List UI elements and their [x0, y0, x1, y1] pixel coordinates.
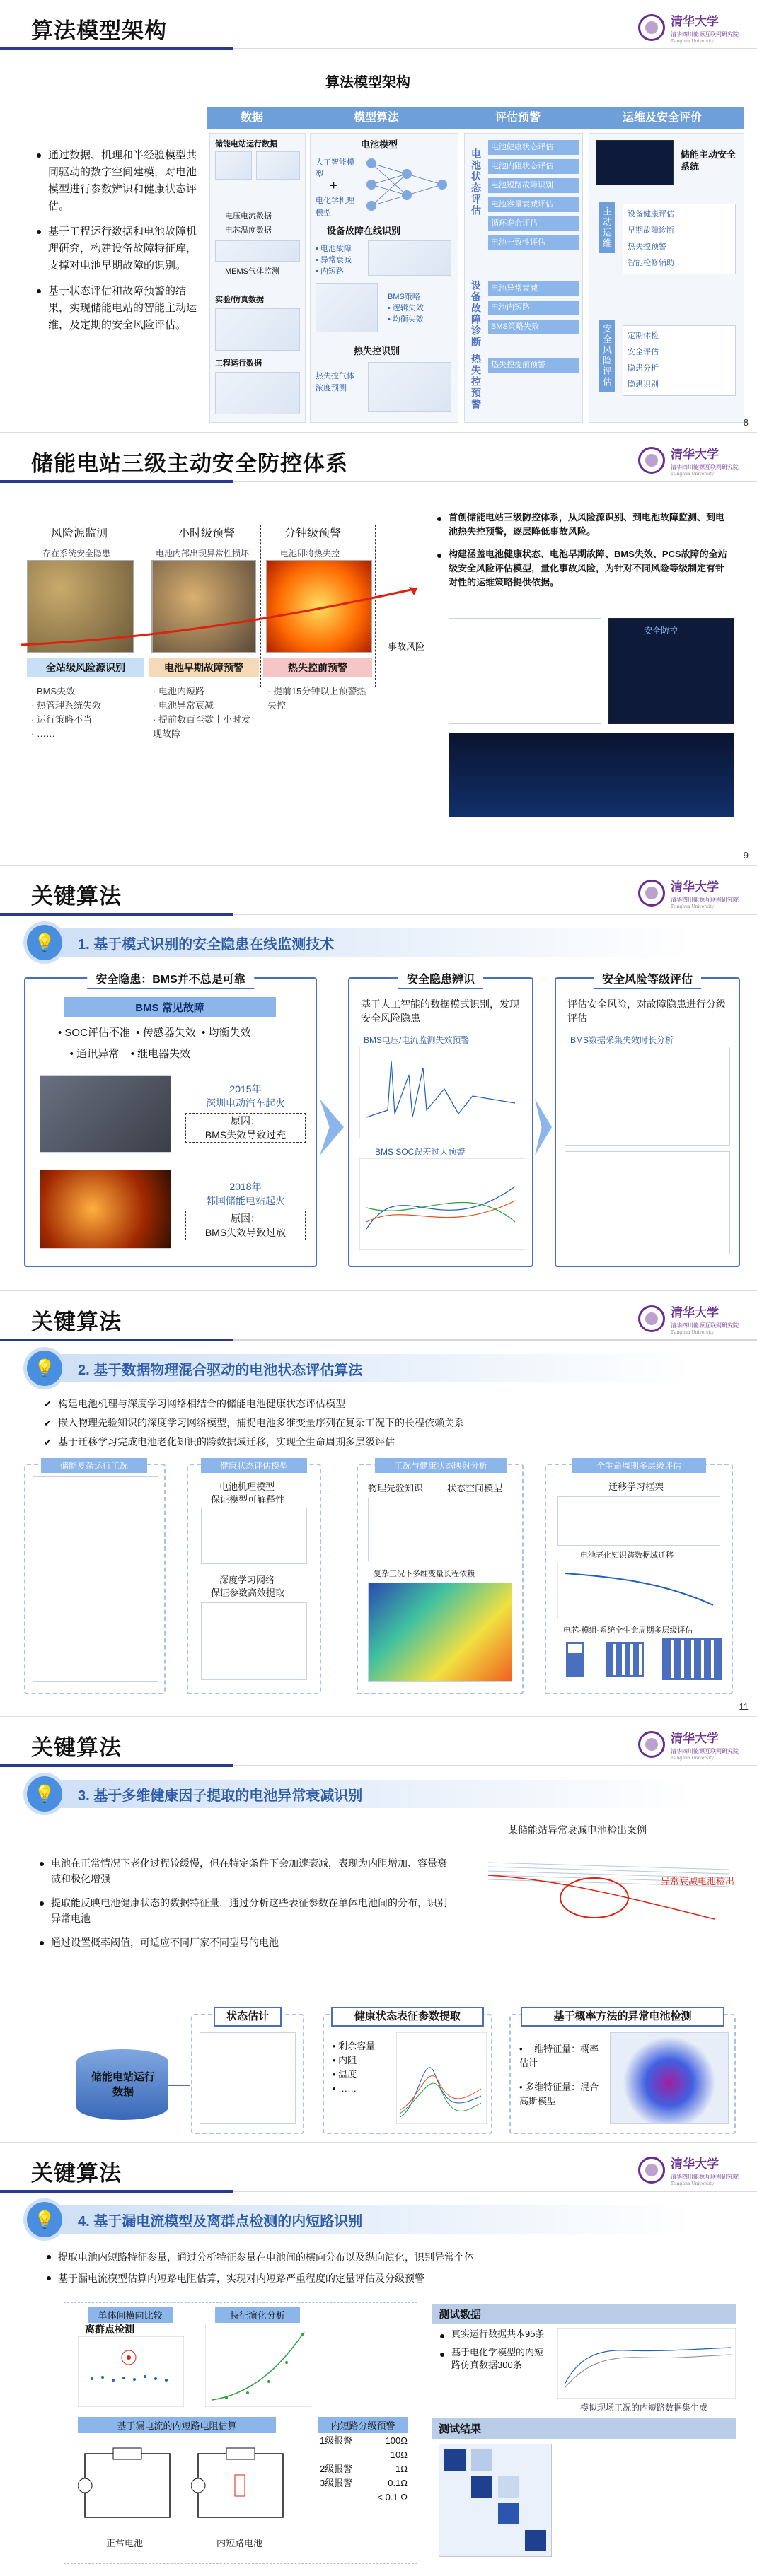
grade-tab: 内短路分级预警	[318, 2417, 408, 2433]
tsinghua-logo	[638, 444, 739, 477]
grade-ohm: 1Ω	[395, 2464, 408, 2474]
data-item-station: 储能电站运行数据	[215, 140, 277, 148]
p3-state: 状态空间模型	[447, 1483, 503, 1493]
dataset-caption: 模拟现场工况的内短路数据集生成	[580, 2403, 708, 2413]
eval-item: 电池健康状态评估	[488, 140, 579, 155]
logo-en: Tsinghua University	[671, 904, 714, 909]
banner-text: 1. 基于模式识别的安全隐患在线监测技术	[57, 928, 693, 957]
slide-title: 关键算法	[31, 2161, 122, 2186]
feature-item: • 温度	[333, 2069, 357, 2080]
data-item-experiment: 实验/仿真数据	[215, 296, 265, 304]
eval-item: 电池容量衰减评估	[488, 197, 579, 212]
step-tab: 健康状态表征参数提取	[331, 2007, 484, 2027]
bullet-item: 电池在正常情况下老化过程较缓慢，但在特定条件下会加速衰减，表现为内阻增加、容量衰减和极化增强	[38, 1855, 456, 1887]
p2-mech: 电池机理模型	[219, 1481, 275, 1492]
risk-label: 事故风险	[388, 641, 425, 652]
fire-photo-2018	[40, 1170, 171, 1249]
data-chart-thumb	[215, 372, 300, 414]
title-underline	[0, 481, 757, 482]
fault-item: • 电池故障	[316, 245, 352, 253]
logo-sub: 清华四川能源互联网研究院	[671, 31, 739, 37]
col-header-eval: 评估预警	[495, 112, 541, 124]
case-reason-label: 原因：	[231, 1115, 260, 1126]
ops-item: 隐患分析	[628, 364, 659, 373]
outlier-label: 离群点检测	[85, 2324, 134, 2335]
voltage-fail-chart	[359, 1047, 526, 1138]
case-reason: BMS失效导致过充	[204, 1129, 287, 1141]
title-underline	[0, 2191, 757, 2192]
l2-item: · 提前数百至数十小时发现故障	[153, 714, 250, 739]
level-header-2: 小时级预警	[178, 528, 236, 540]
section-banner	[27, 1352, 693, 1385]
ops-item: 早期故障诊断	[628, 226, 674, 235]
thermal-item: 热失控气体浓度预测	[316, 372, 354, 392]
bms-item: • 均衡失效	[388, 315, 424, 324]
test-list	[439, 2328, 552, 2380]
data-item-temp: 电芯温度数据	[225, 226, 272, 235]
box-title: 安全隐患：BMS并不总是可靠	[87, 969, 254, 989]
grade-row	[320, 2448, 408, 2462]
risk-desc: 评估安全风险，对故障隐患进行分级评估	[567, 998, 726, 1024]
feature-item: • 剩余容量	[333, 2041, 376, 2051]
eval-item: 电池异常衰减	[488, 281, 579, 296]
bms-item: • 逻辑失效	[388, 304, 424, 313]
test-item: 真实运行数据共本95条	[439, 2328, 552, 2341]
tsinghua-seal-icon	[638, 447, 665, 474]
l3-list	[267, 684, 374, 713]
logo-name: 清华大学	[671, 880, 719, 894]
model-battery-label: 电池模型	[361, 139, 398, 150]
case-event: 韩国储能电站起火	[206, 1195, 285, 1206]
fault-item: • 通讯异常	[69, 1048, 120, 1060]
q2-tab: 特征演化分析	[215, 2307, 300, 2323]
slide-three-level	[0, 433, 757, 866]
col-header-ops: 运维及安全评价	[623, 112, 703, 124]
data-chart-thumb	[215, 151, 252, 180]
bms-fault-list	[58, 1022, 291, 1065]
panel-tab: 健康状态评估模型	[201, 1458, 307, 1473]
battery-icon	[566, 1642, 584, 1677]
box-title: 安全风险等级评估	[594, 969, 701, 989]
surface-thumb	[368, 1583, 512, 1682]
tsinghua-seal-icon	[638, 14, 665, 41]
lightbulb-icon: 💡	[27, 2202, 62, 2237]
step-tab: 基于概率方法的异常电池检测	[521, 2007, 724, 2027]
slide-header	[0, 1291, 757, 1345]
logo-en: Tsinghua University	[671, 1330, 714, 1335]
fault-item: • 继电器失效	[130, 1048, 191, 1060]
isc-circuit-diagram	[191, 2440, 290, 2531]
bullet-item: 基于工程运行数据和电池故障机理研究，构建设备故障特征库，支撑对电池早期故障的识别。	[35, 223, 205, 274]
ops-item: 安全评估	[628, 348, 659, 356]
banner-text: 4. 基于漏电流模型及离群点检测的内短路识别	[57, 2205, 693, 2234]
chart-caption: BMS SOC误差过大预警	[375, 1147, 466, 1157]
ops-screen-thumb	[596, 140, 674, 185]
title-underline	[0, 1339, 757, 1341]
tsinghua-seal-icon	[638, 2157, 665, 2184]
grade-row	[320, 2490, 408, 2505]
grid-thumb	[368, 1498, 512, 1561]
logo-en: Tsinghua University	[671, 472, 714, 477]
l1-item: · 热管理系统失效	[31, 700, 101, 711]
grade-level: 1级报警	[320, 2435, 353, 2446]
eval-item: 电池短路故障识别	[488, 178, 579, 193]
slide-algo-4	[0, 2143, 757, 2576]
page-number: 11	[739, 1701, 749, 1712]
page-number: 9	[743, 850, 749, 861]
slide-title: 关键算法	[31, 1735, 122, 1760]
q3-tab: 基于漏电流的内短路电阻估算	[78, 2417, 276, 2433]
dashboard-thumb	[449, 733, 734, 817]
three-level-bullets	[436, 511, 733, 598]
surface-chart-thumb	[565, 1151, 730, 1254]
section-banner	[27, 2203, 693, 2236]
bullet-item: 首创储能电站三级防控体系，从风险源识别、到电池故障监测、到电池热失控预警，逐层降低事故风险。	[436, 511, 733, 539]
detect-item: • 多维特征量：混合高斯模型	[519, 2082, 599, 2106]
tsinghua-logo	[638, 11, 739, 44]
grade-row	[320, 2476, 408, 2490]
aging-curve-chart	[557, 1563, 720, 1619]
page-number: 8	[743, 417, 749, 428]
grade-ohm: < 0.1 Ω	[377, 2492, 408, 2502]
eval-item: 电池内短路	[488, 301, 579, 315]
algo4-bullets	[45, 2249, 724, 2295]
flow-line	[168, 2085, 190, 2086]
level-name-2: 电池早期故障预警	[149, 658, 259, 677]
l1-item: · ……	[31, 728, 55, 739]
bullet-item: 基于漏电流模型估算内短路电阻估算，实现对内短路严重程度的定量评估及分级预警	[45, 2270, 724, 2287]
tsinghua-seal-icon	[638, 1305, 665, 1332]
ops-item: 智能检修辅助	[628, 259, 674, 267]
transfer-thumb	[557, 1496, 720, 1546]
level-name-3: 热失控前预警	[263, 658, 372, 677]
panel-tab: 工况与健康状态映射分析	[375, 1458, 507, 1473]
chart-caption: BMS数据采集失效时长分析	[570, 1035, 674, 1045]
data-chart-thumb	[215, 240, 300, 262]
module-icon	[606, 1642, 644, 1677]
thermal-chart-thumb	[368, 362, 451, 412]
step-tab: 状态估计	[214, 2007, 282, 2027]
logo-sub: 清华四川能源互联网研究院	[671, 1748, 739, 1754]
normal-circuit-diagram	[78, 2440, 177, 2531]
check-item: ✔ 基于迁移学习完成电池老化知识的跨数据域迁移，实现全生命周期多层级评估	[42, 1433, 722, 1452]
case-label: 异常衰减电池检出	[661, 1876, 735, 1887]
evolution-chart	[205, 2324, 311, 2407]
bullet-item: 构建涵盖电池健康状态、电池早期故障、BMS失效、PCS故障的全站级安全风险评估模型，量化事故风险，为针对不同风险等级制定有针对性的运维策略提供依据。	[436, 547, 733, 590]
logo-name: 清华大学	[671, 1732, 719, 1746]
neural-net-icon	[361, 153, 453, 216]
bullet-item: 通过数据、机理和半经验模型共同驱动的数字空间建模，对电池模型进行参数辨识和健康状态评估。	[35, 147, 205, 215]
logo-sub: 清华四川能源互联网研究院	[671, 464, 739, 470]
slide-title: 关键算法	[31, 1310, 122, 1334]
slide-header	[0, 0, 757, 54]
feature-list	[333, 2039, 375, 2096]
p3-prior: 物理先验知识	[368, 1483, 424, 1493]
level-header-1: 风险源监测	[51, 528, 108, 540]
bullet-item: 基于状态评估和故障预警的结果，实现储能电站的智能主动运维，及定期的安全风险评估。	[35, 283, 205, 334]
ops-item: 热失控预警	[628, 243, 666, 251]
risk-curve	[21, 560, 446, 666]
tsinghua-logo	[638, 1302, 739, 1335]
ops-list-2	[623, 325, 736, 396]
flow-arrow-icon	[320, 1099, 344, 1155]
slide-title: 算法模型架构	[31, 18, 167, 43]
case-reason-box	[185, 1211, 306, 1240]
case-decay-chart	[488, 1841, 729, 1933]
grade-ohm: 100Ω	[385, 2435, 408, 2446]
feature-curve-chart	[396, 2032, 487, 2124]
fault-item: • 传感器失效	[136, 1027, 196, 1039]
title-underline	[0, 48, 757, 49]
logo-name: 清华大学	[671, 1306, 719, 1320]
isc-battery-label: 内短路电池	[216, 2538, 263, 2548]
fault-item: • 均衡失效	[202, 1027, 251, 1039]
slide-title: 储能电站三级主动安全防控体系	[31, 451, 348, 476]
level-header-3: 分钟级预警	[284, 528, 342, 540]
l3-item: · 提前15分钟以上预警热失控	[267, 686, 366, 711]
eval-item: 电池一致性评估	[488, 235, 579, 250]
fault-item: • 异常衰减	[316, 256, 352, 264]
tsinghua-logo	[638, 2154, 739, 2186]
ops-side-maint: 主动运维	[599, 202, 615, 253]
col-header-model: 模型算法	[354, 112, 400, 124]
eval-list-1	[488, 140, 579, 255]
test-title: 测试数据	[432, 2304, 736, 2324]
bullet-item: 通过设置概率阈值，可适应不同厂家不同型号的电池	[38, 1935, 456, 1950]
eval-item: 循环寿命评估	[488, 216, 579, 231]
logo-en: Tsinghua University	[671, 2181, 714, 2186]
ops-title: 储能主动安全系统	[681, 149, 736, 172]
logo-sub: 清华四川能源互联网研究院	[671, 1322, 739, 1329]
circuit-thumb	[201, 1508, 307, 1564]
flow-arrow-icon	[535, 1099, 552, 1155]
eval-list-2	[488, 281, 579, 339]
p4-transfer: 迁移学习框架	[608, 1481, 664, 1492]
network-thumb	[201, 1602, 307, 1680]
logo-en: Tsinghua University	[671, 39, 714, 44]
model-thermal-label: 热失控识别	[354, 346, 400, 356]
lightbulb-icon: 💡	[27, 1351, 62, 1386]
case-event: 深圳电动汽车起火	[206, 1097, 285, 1109]
model-ai-label: 人工智能模型	[316, 158, 354, 179]
slide-architecture	[0, 0, 757, 433]
eval-side-thermal: 热失控预警	[470, 354, 482, 410]
case-reason-box	[185, 1113, 306, 1143]
p3-dep: 复杂工况下多维变量长程依赖	[374, 1570, 475, 1578]
panel-tab: 全生命周期多层级评估	[572, 1458, 706, 1473]
test-item: 基于电化学模型的内短路仿真数据300条	[439, 2346, 552, 2372]
level-name-1: 全站级风险源识别	[27, 658, 144, 677]
slide-title: 关键算法	[31, 884, 122, 909]
grade-ohm: 0.1Ω	[388, 2478, 408, 2488]
eval-side-state: 电池状态评估	[470, 148, 482, 216]
condition-chart-thumb	[33, 1476, 158, 1682]
grade-row	[320, 2462, 408, 2476]
l2-item: · 电池异常衰减	[153, 700, 214, 711]
banner-text: 3. 基于多维健康因子提取的电池异常衰减识别	[57, 1780, 693, 1808]
level-sub: 存在系统安全隐患	[42, 549, 111, 559]
safety-panel-title: 安全防控	[644, 626, 678, 636]
detect-list	[519, 2042, 604, 2109]
data-chart-thumb	[215, 308, 300, 351]
feature-item: • 内阻	[333, 2055, 357, 2065]
l2-list	[153, 684, 259, 741]
logo-name: 清华大学	[671, 2157, 719, 2172]
outlier-chart	[78, 2336, 184, 2407]
level-sub: 电池内部出现异常性损坏	[156, 549, 250, 559]
l2-item: · 电池内短路	[153, 686, 204, 697]
ops-item: 定期体检	[628, 332, 659, 340]
case-year: 2018年	[229, 1181, 262, 1192]
bar-chart-thumb	[565, 1047, 730, 1146]
model-fault-label: 设备故障在线识别	[327, 226, 401, 236]
slide-header	[0, 1717, 757, 1771]
gaussian-surface-thumb	[610, 2032, 729, 2124]
bullet-item: 提取电池内短路特征参量，通过分析特征参量在电池间的横向分布以及纵向演化，识别异常个体	[45, 2249, 724, 2266]
fault-chart-thumb	[368, 240, 451, 276]
tsinghua-logo	[638, 1728, 739, 1761]
architecture-bullets	[35, 147, 205, 342]
grade-table	[320, 2434, 408, 2505]
feature-item: • ……	[333, 2083, 357, 2094]
fire-photo-2015	[40, 1075, 171, 1153]
tsinghua-logo	[638, 877, 739, 909]
check-item: ✔ 构建电池机理与深度学习网络相结合的储能电池健康状态评估模型	[42, 1394, 722, 1414]
data-item-mems: MEMS气体监测	[225, 267, 279, 276]
case-year: 2015年	[229, 1083, 262, 1095]
fault-item: • SOC评估不准	[58, 1027, 130, 1039]
data-item-engineering: 工程运行数据	[215, 359, 262, 368]
slide-algo-3	[0, 1717, 757, 2143]
state-est-thumb	[200, 2032, 296, 2124]
bms-chart-thumb	[316, 283, 378, 332]
eval-side-fault: 设备故障诊断	[470, 280, 482, 348]
check-item: ✔ 嵌入物理先验知识的深度学习网络模型，捕捉电池多维变量序列在复杂工况下的长程依赖关系	[42, 1414, 722, 1433]
p2-mech-sub: 保证模型可解释性	[211, 1494, 285, 1505]
slide-header	[0, 433, 757, 486]
tsinghua-seal-icon	[638, 1731, 665, 1758]
q1-tab: 单体间横向比较	[88, 2307, 173, 2323]
confusion-matrix	[439, 2444, 552, 2557]
db-label: 储能电站运行数据	[91, 2071, 155, 2098]
eval-item: 电池内阻状态评估	[488, 159, 579, 174]
banner-text: 2. 基于数据物理混合驱动的电池状态评估算法	[57, 1354, 693, 1382]
algo2-checklist	[42, 1394, 722, 1452]
p2-dl: 深度学习网络	[219, 1575, 275, 1585]
risk-chart-thumb	[449, 618, 601, 724]
level-sub: 电池即将热失控	[280, 549, 340, 559]
identify-desc: 基于人工智能的数据模式识别，发现安全风险隐患	[361, 998, 519, 1024]
ops-item: 设备健康评估	[628, 210, 674, 218]
section-banner	[27, 1778, 693, 1810]
slide-header	[0, 866, 757, 919]
section-banner	[27, 926, 693, 959]
grade-level: 3级报警	[320, 2478, 353, 2488]
lightbulb-icon: 💡	[27, 925, 62, 960]
eval-item: 热失控提前预警	[488, 358, 579, 373]
bms-item: BMS策略	[388, 293, 420, 301]
case-title: 某储能站异常衰减电池检出案例	[508, 1824, 647, 1836]
grade-row	[320, 2434, 408, 2448]
slide-algo-2	[0, 1291, 757, 1717]
slide-header	[0, 2143, 757, 2196]
normal-battery-label: 正常电池	[106, 2538, 144, 2548]
detect-item: • 一维特征量：概率估计	[519, 2044, 599, 2068]
result-title: 测试结果	[432, 2418, 736, 2439]
data-chart-thumb	[256, 151, 300, 180]
case-reason: BMS失效导致过放	[204, 1227, 287, 1238]
lightbulb-icon: 💡	[27, 1776, 62, 1812]
ops-side-risk: 安全风险评估	[599, 320, 615, 392]
bullet-item: 提取能反映电池健康状态的数据特征量，通过分析这些表征参数在单体电池间的分布，识别异常电池	[38, 1895, 456, 1926]
grade-ohm: 10Ω	[390, 2449, 408, 2460]
isc-dataset-chart	[557, 2328, 736, 2399]
logo-sub: 清华四川能源互联网研究院	[671, 897, 739, 903]
case-reason-label: 原因：	[231, 1213, 260, 1224]
model-plus: +	[330, 178, 337, 192]
title-underline	[0, 1765, 757, 1766]
data-item-voltage: 电压电流数据	[225, 212, 272, 221]
logo-name: 清华大学	[671, 15, 719, 29]
box-title: 安全隐患辨识	[398, 969, 483, 989]
logo-name: 清华大学	[671, 448, 719, 462]
chart-caption: BMS电压/电流监测失效预警	[364, 1035, 470, 1045]
col-header-data: 数据	[241, 112, 264, 124]
system-icon	[662, 1638, 722, 1680]
soc-error-chart	[359, 1158, 526, 1250]
l1-list	[31, 684, 144, 741]
title-underline	[0, 914, 757, 915]
ops-list-1	[623, 204, 736, 274]
tsinghua-seal-icon	[638, 880, 665, 907]
logo-sub: 清华四川能源互联网研究院	[671, 2174, 739, 2180]
ops-item: 隐患识别	[628, 380, 659, 389]
p4-aging: 电池老化知识跨数据域迁移	[580, 1551, 674, 1560]
diagram-title: 算法模型架构	[325, 75, 410, 91]
p2-dl-sub: 保证参数高效提取	[211, 1587, 285, 1598]
eval-item: BMS策略失效	[488, 320, 579, 334]
case-2015	[185, 1082, 306, 1143]
l1-item: · BMS失效	[31, 686, 76, 697]
grade-level: 2级报警	[320, 2464, 353, 2474]
logo-en: Tsinghua University	[671, 1756, 714, 1761]
fault-item: • 内短路	[316, 267, 344, 276]
bms-fault-tab: BMS 常见故障	[64, 997, 276, 1017]
case-2018	[185, 1179, 306, 1240]
algo3-bullets	[38, 1855, 456, 1959]
l1-item: · 运行策略不当	[31, 714, 92, 725]
panel-tab: 储能复杂运行工况	[41, 1458, 147, 1473]
p4-multi: 电芯-模组-系统全生命周期多层级评估	[563, 1626, 693, 1635]
model-mech-label: 电化学机理模型	[316, 197, 354, 217]
slide-algo-1	[0, 866, 757, 1291]
